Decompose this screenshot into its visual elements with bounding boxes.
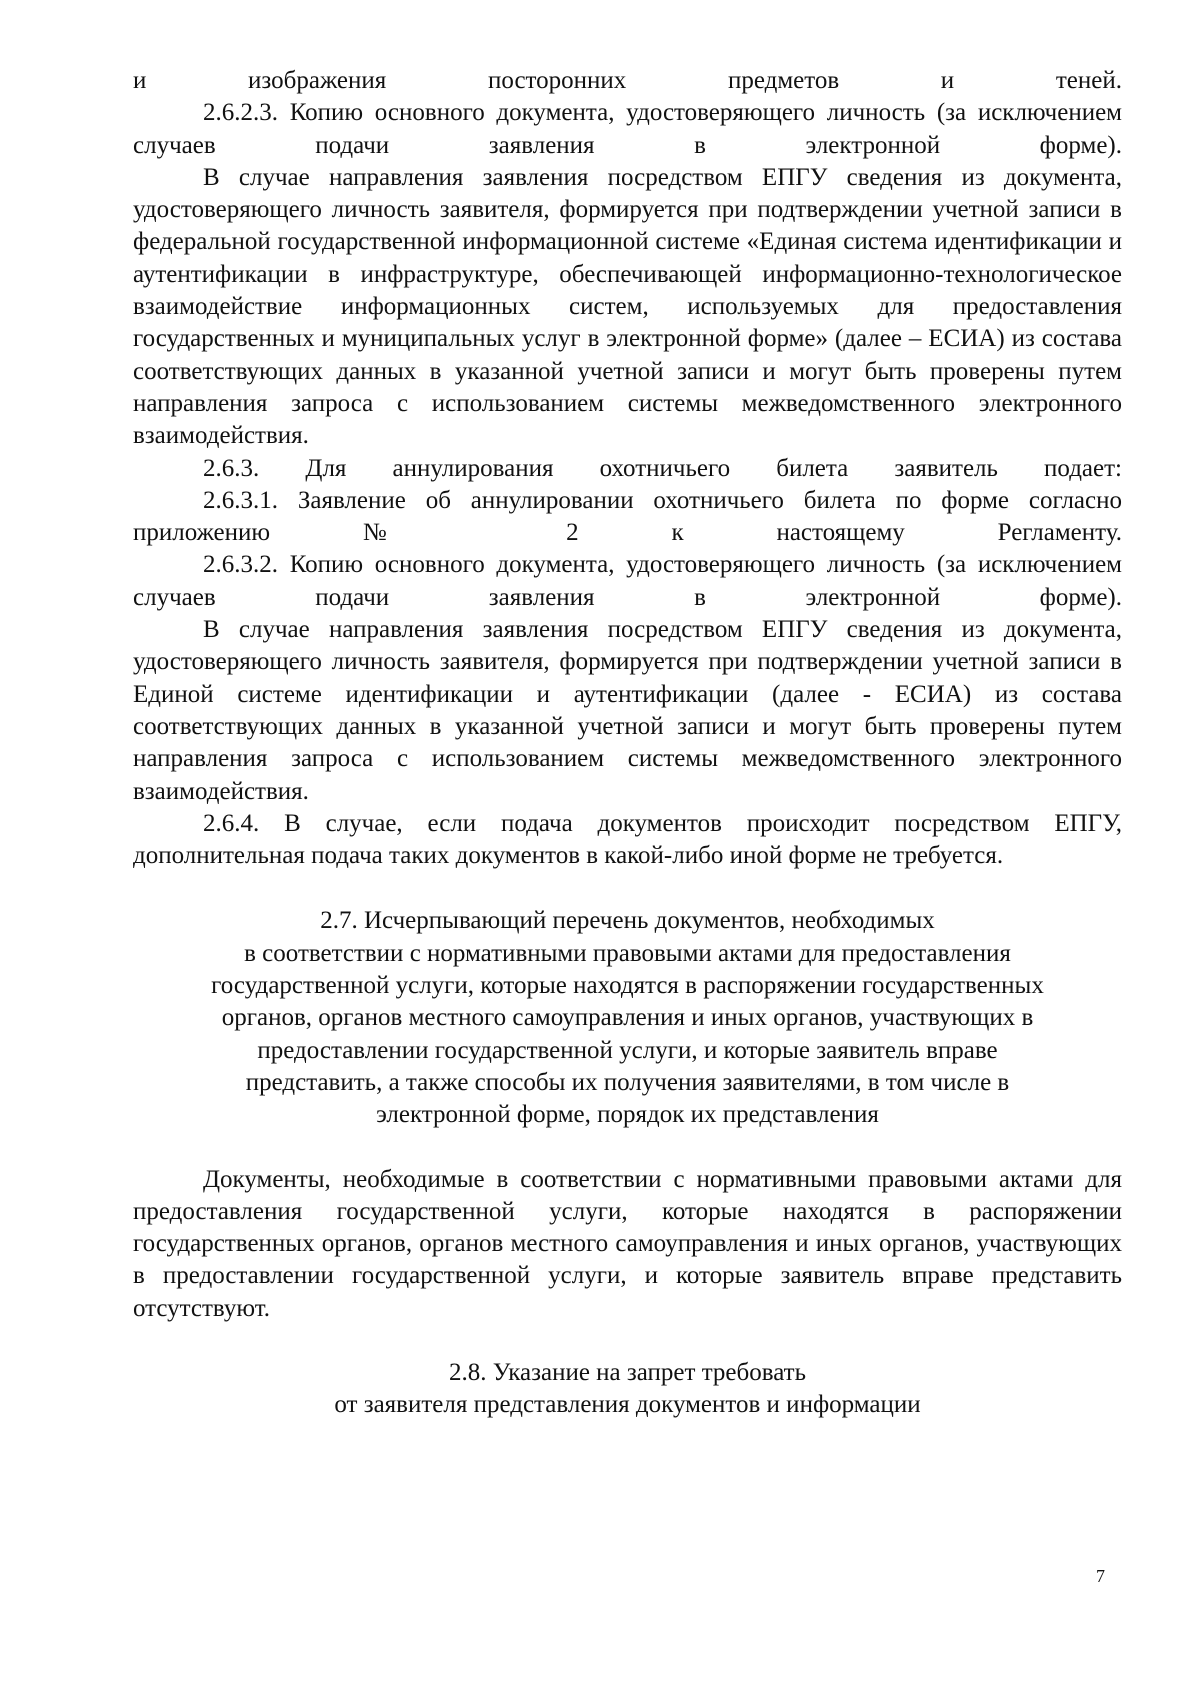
spacer: [133, 1325, 1122, 1357]
heading-line: предоставлении государственной услуги, и которые заявитель вправе: [257, 1036, 998, 1064]
section-heading-2-8: [133, 1357, 1122, 1422]
paragraph-2-6-2-3: 2.6.2.3. Копию основного документа, удостоверяющего личность (за исключением случаев подачи заявления в электронной форме).: [133, 99, 1122, 159]
heading-line: 2.7. Исчерпывающий перечень документов, необходимых: [320, 907, 935, 935]
paragraph-2-7-body: Документы, необходимые в соответствии с нормативными правовыми актами для предоставления государственной услуги, которые находятся в распоряжении государственных органов, органов местного самоуправления и иных органов, участвующих в предоставлении государственной услуги, и которые заявитель вправе представить отсутствуют.: [133, 1165, 1122, 1322]
section-heading-2-7: [133, 905, 1122, 1131]
paragraph-2-6-3-1: 2.6.3.1. Заявление об аннулировании охотничьего билета по форме согласно приложению № 2 к настоящему Регламенту.: [133, 486, 1122, 547]
page-number: 7: [1096, 1566, 1105, 1586]
spacer: [133, 1132, 1122, 1164]
paragraph-continuation: и изображения посторонних предметов и теней.: [133, 67, 1122, 94]
heading-line: государственной услуги, которые находятся в распоряжении государственных: [211, 972, 1044, 1000]
paragraph-2-6-3: 2.6.3. Для аннулирования охотничьего билета заявитель подает:: [203, 454, 1122, 482]
spacer: [133, 872, 1122, 905]
paragraph-2-6-4: 2.6.4. В случае, если подача документов происходит посредством ЕПГУ, дополнительная подача таких документов в какой-либо иной форме не требуется.: [133, 809, 1122, 870]
heading-line: в соответствии с нормативными правовыми актами для предоставления: [244, 939, 1011, 967]
heading-line: 2.8. Указание на запрет требовать: [448, 1358, 806, 1386]
paragraph-epgu-esia-unified: В случае направления заявления посредством ЕПГУ сведения из документа, удостоверяющего личность заявителя, формируется при подтверждении учетной записи в Единой системе идентификации и аутентификации (далее - ЕСИА) из состава соответствующих данных в указанной учетной записи и могут быть проверены путем направления запроса с использованием системы межведомственного электронного взаимодействия.: [133, 616, 1122, 805]
paragraph-epgu-esia-federal: В случае направления заявления посредством ЕПГУ сведения из документа, удостоверяющего личность заявителя, формируется при подтверждении учетной записи в федеральной государственной информационной системе «Единая система идентификации и аутентификации в инфраструктуре, обеспечивающей информационно-технологическое взаимодействие информационных систем, используемых для предоставления государственных и муниципальных услуг в электронной форме» (далее – ЕСИА) из состава соответствующих данных в указанной учетной записи и могут быть проверены путем направления запроса с использованием системы межведомственного электронного взаимодействия.: [133, 163, 1122, 450]
heading-line: представить, а также способы их получения заявителями, в том числе в: [245, 1068, 1010, 1096]
heading-line: органов, органов местного самоуправления и иных органов, участвующих в: [221, 1004, 1034, 1032]
heading-line: от заявителя представления документов и информации: [334, 1391, 921, 1419]
paragraph-2-6-3-2: 2.6.3.2. Копию основного документа, удостоверяющего личность (за исключением случаев подачи заявления в электронной форме).: [133, 551, 1122, 611]
heading-line: электронной форме, порядок их представления: [376, 1101, 879, 1129]
page-content: [133, 65, 1122, 1422]
